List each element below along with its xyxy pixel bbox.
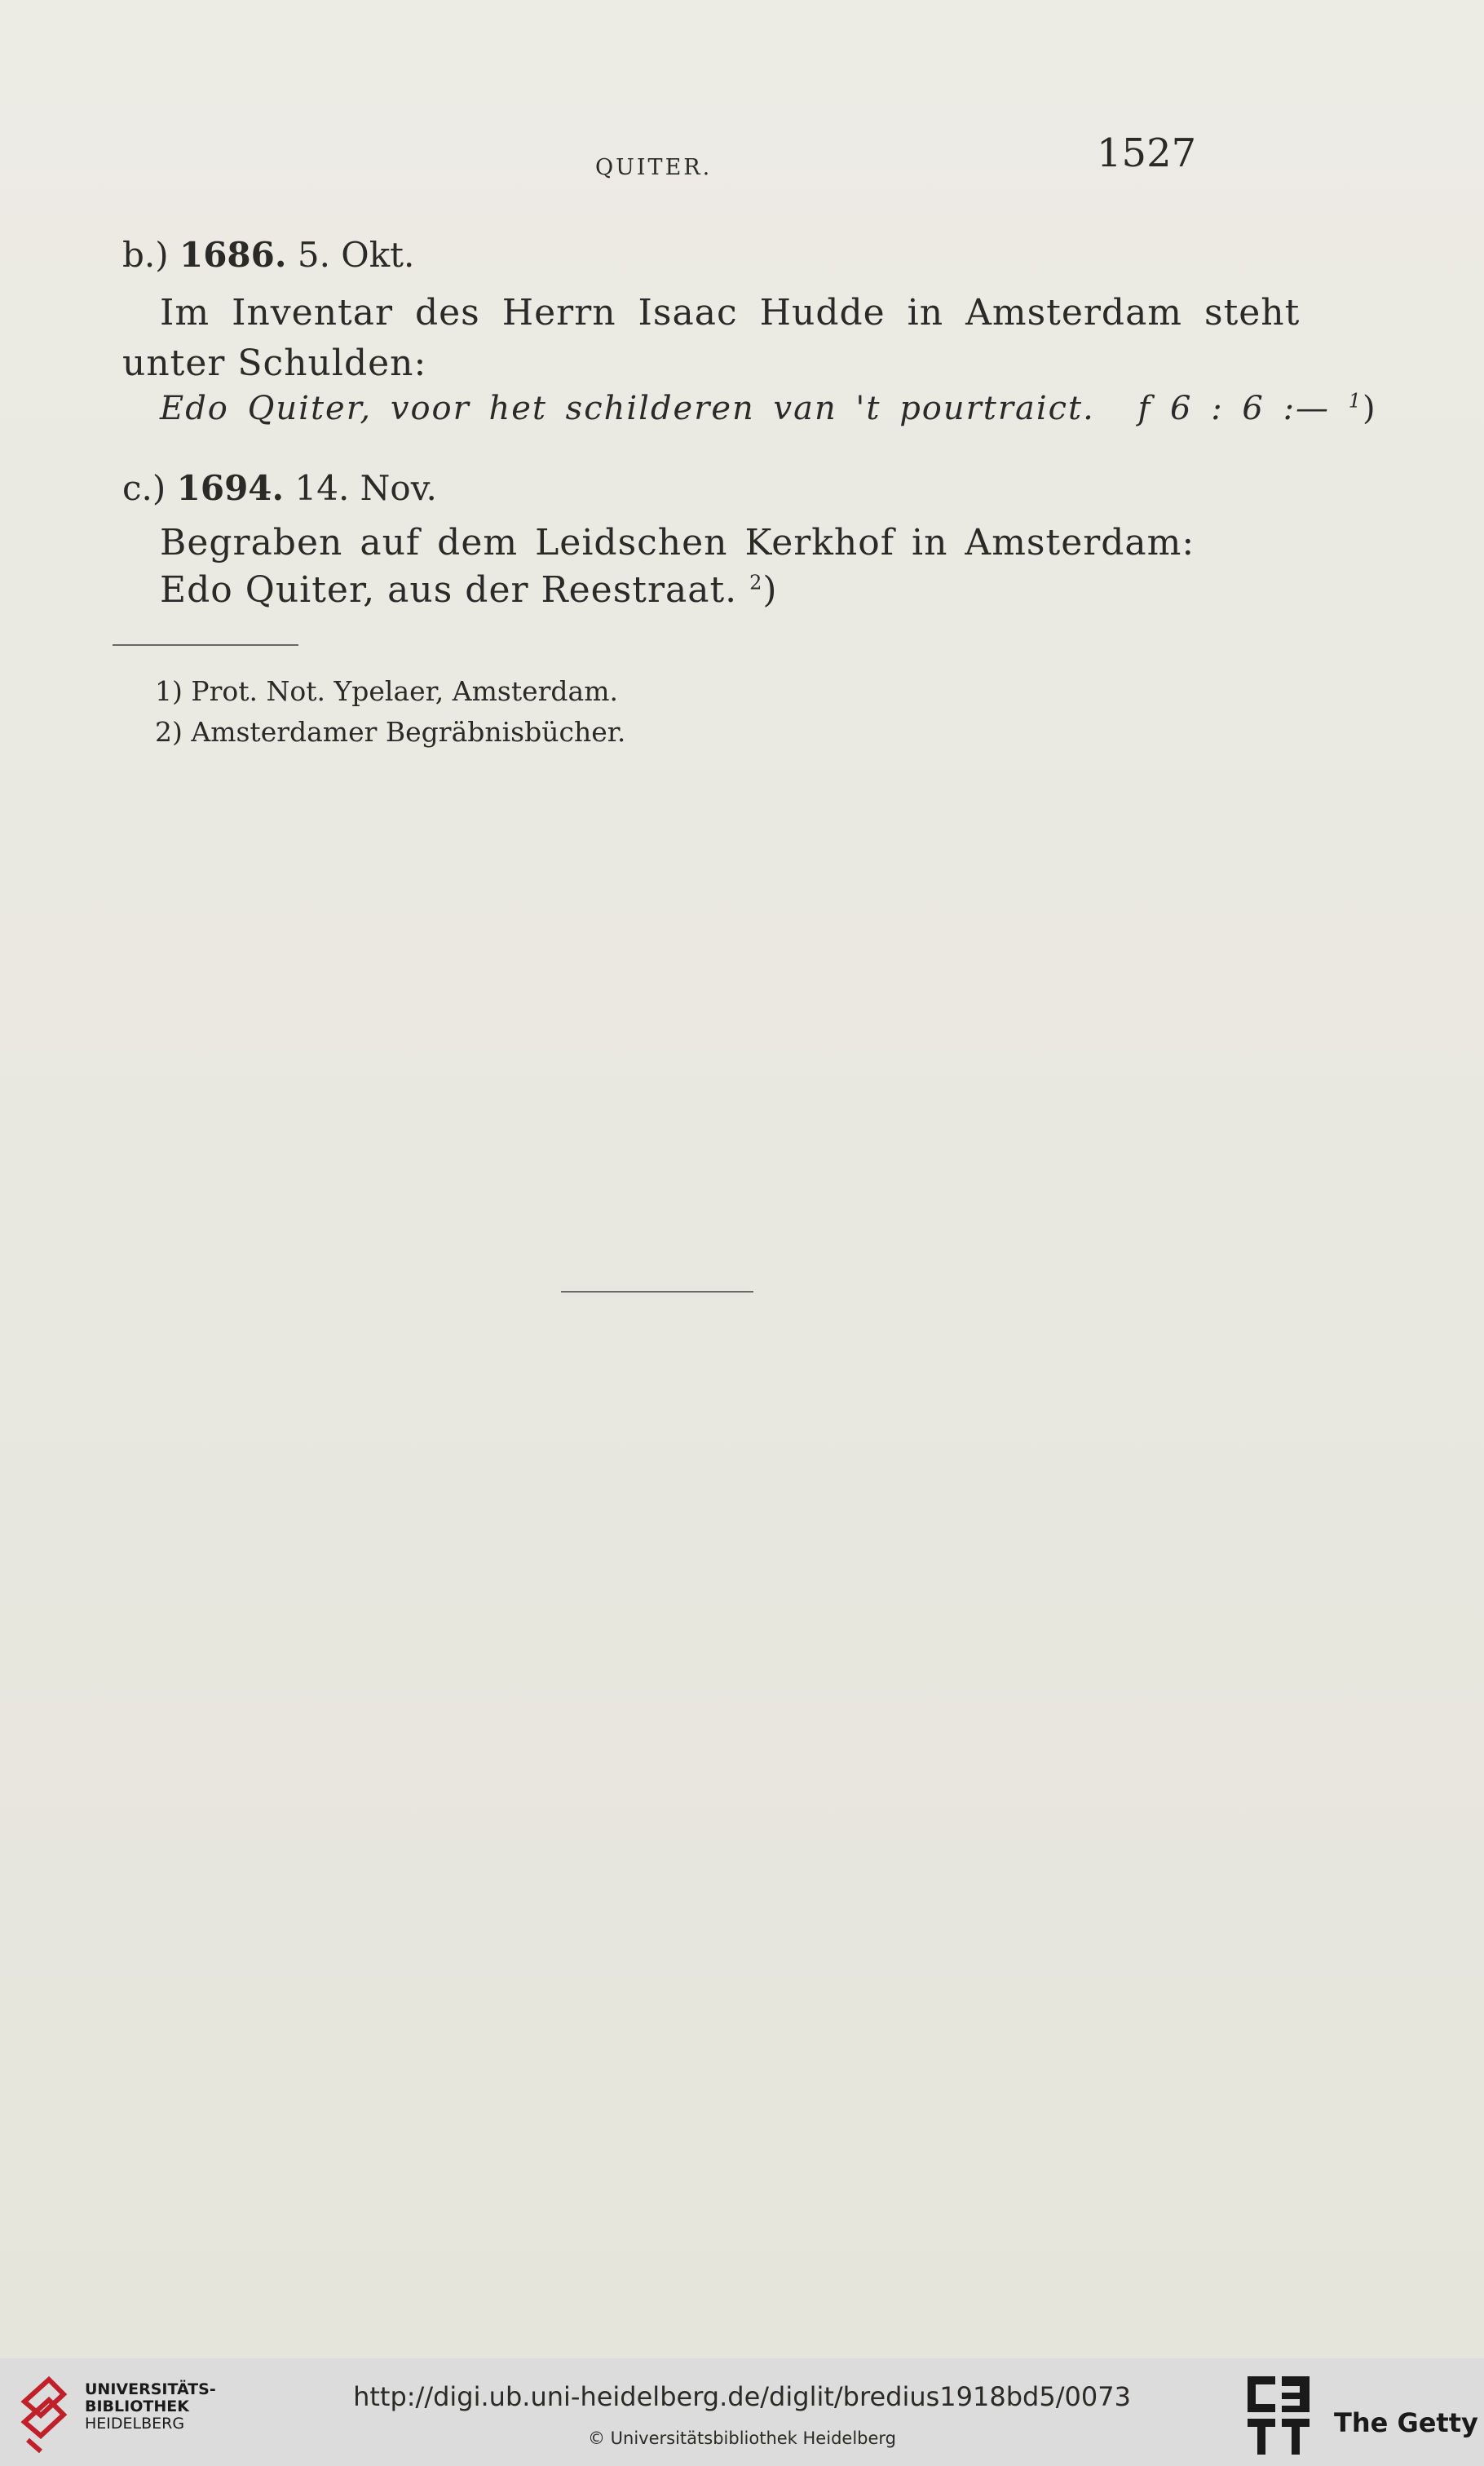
running-title: QUITER.	[595, 155, 713, 180]
footnote-2-text: Amsterdamer Begräbnisbücher.	[191, 716, 626, 748]
footnote-1-text: Prot. Not. Ypelaer, Amsterdam.	[191, 675, 618, 707]
entry-b-amount: f 6 : 6 :—	[1137, 390, 1331, 427]
entry-c-prefix: c.)	[122, 468, 166, 508]
library-name-line-2: BIBLIOTHEK	[85, 2398, 189, 2415]
page-number: 1527	[1097, 130, 1197, 176]
university-library-name	[85, 2381, 216, 2433]
footnote-1	[155, 675, 618, 707]
section-end-rule	[561, 1291, 753, 1293]
entry-b-heading	[122, 235, 414, 275]
entry-b-year: 1686.	[179, 235, 287, 275]
entry-b-prefix: b.)	[122, 235, 169, 275]
entry-c-line-2	[160, 569, 778, 611]
university-library-logo-icon	[16, 2373, 73, 2455]
entry-c-note-paren: )	[762, 569, 778, 611]
footnote-2	[155, 716, 625, 748]
entry-b-quote-text: Edo Quiter, voor het schilderen van 't pourtraict.	[160, 390, 1095, 427]
entry-c-line-1: Begraben auf dem Leidschen Kerkhof in Amsterdam:	[160, 522, 1195, 563]
footnote-1-marker: 1)	[155, 675, 183, 707]
entry-b-note-paren: )	[1363, 390, 1377, 427]
entry-b-note-ref: 1	[1348, 389, 1363, 413]
library-name-line-3: HEIDELBERG	[85, 2415, 185, 2433]
entry-b-date: 5. Okt.	[297, 235, 415, 275]
entry-c-year: 1694.	[176, 468, 285, 508]
footnote-2-marker: 2)	[155, 716, 183, 748]
entry-c-date: 14. Nov.	[294, 468, 437, 508]
entry-b-line-2: unter Schulden:	[122, 342, 427, 384]
footnote-separator	[113, 644, 298, 646]
entry-c-heading	[122, 468, 437, 508]
partner-name: The Getty	[1334, 2407, 1478, 2438]
entry-c-line-2-text: Edo Quiter, aus der Reestraat.	[160, 569, 738, 611]
getty-logo-icon	[1246, 2375, 1311, 2456]
entry-b-quote	[160, 390, 1377, 427]
entry-c-note-ref: 2	[749, 571, 763, 594]
permalink-url[interactable]: http://digi.ub.uni-heidelberg.de/diglit/bredius1918bd5/0073	[353, 2381, 1131, 2412]
copyright-notice: © Universitätsbibliothek Heidelberg	[587, 2428, 896, 2448]
entry-b-line-1: Im Inventar des Herrn Isaac Hudde in Amsterdam steht	[160, 292, 1301, 334]
library-name-line-1: UNIVERSITÄTS-	[85, 2380, 216, 2398]
